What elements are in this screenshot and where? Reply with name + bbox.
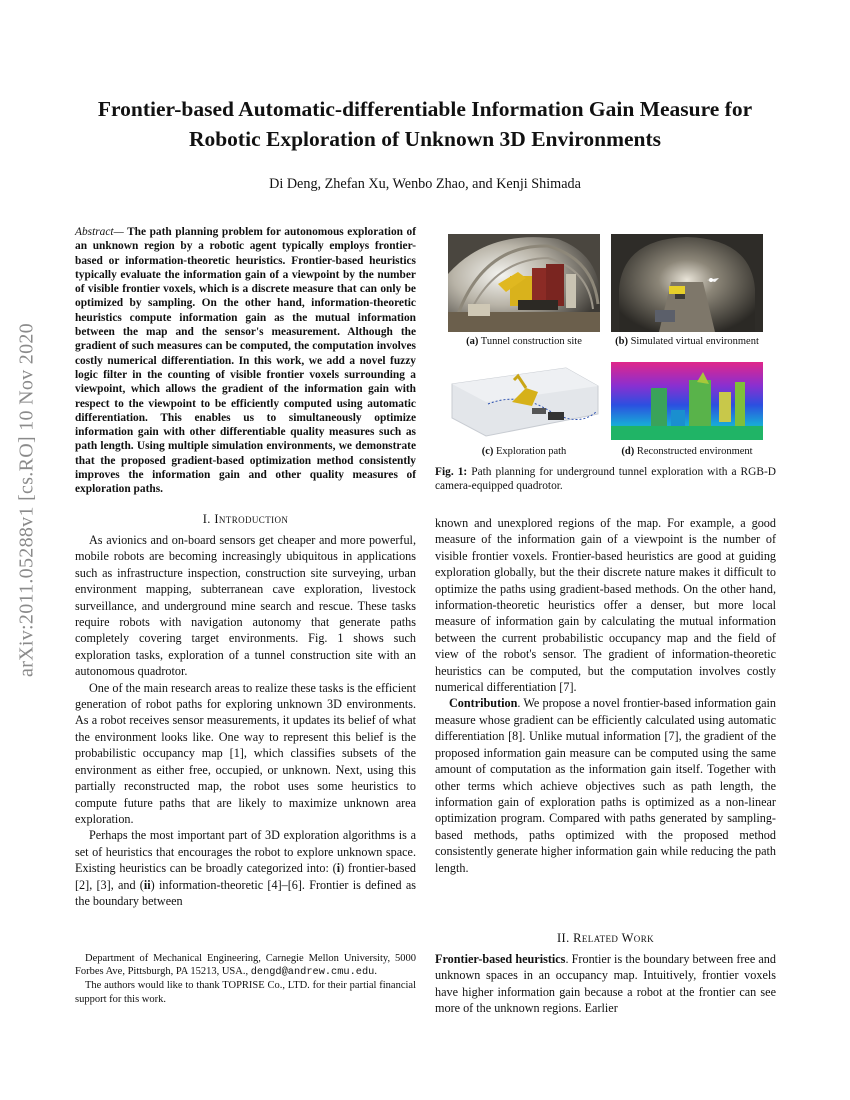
figure-simulated-tunnel xyxy=(611,234,763,332)
related-work-paragraph-1 xyxy=(435,951,776,1017)
section-1-title: Introduction xyxy=(214,512,289,526)
intro-p3-part-a: Perhaps the most important part of 3D exploration algorithms is a set of heuristics that encourages the robot to explore unknown space. Existing heuristics can be broadly categorized into: ( xyxy=(75,828,416,876)
figure-1-caption xyxy=(435,465,776,494)
arxiv-sidebar-stamp xyxy=(2,290,52,710)
intro-paragraph-3 xyxy=(75,827,416,909)
figure-1-label: Fig. 1: xyxy=(435,466,468,478)
footnote-area xyxy=(75,952,416,1006)
intro-p3-part-c: ) information-theoretic [4]–[6]. Frontier is defined as the boundary between xyxy=(75,877,416,908)
figure-reconstructed-environment xyxy=(611,362,763,440)
title-line-1: Frontier-based Automatic-differentiable Information Gain Measure for xyxy=(97,97,753,121)
figure-exploration-path xyxy=(448,362,600,440)
section-1-number: I. xyxy=(202,512,215,526)
subfigure-a-caption xyxy=(448,336,600,347)
contribution-paragraph xyxy=(435,695,776,875)
contribution-label: Contribution xyxy=(449,696,518,711)
right-paragraph-1: known and unexplored regions of the map. For example, a good measure of the information gain of a viewpoint is the number of visible frontier voxels. Frontier-based heuristics are good at guiding exploration globally, but the their discrete nature makes it difficult to optimize the paths using gradient-based methods. On the other hand, information-theoretic heuristics offer a denser, but more local measure of information gain by calculating the mutual information between the current probabilistic occupancy map and the field of view of the robot's sensor. The gradient of information-theoretic heuristics can be computed, but the computation involves costly numerical differentiation [7]. xyxy=(435,516,776,695)
subfigure-b-caption xyxy=(606,336,768,347)
exploration-path-graphic xyxy=(448,362,600,440)
tunnel-photo-graphic xyxy=(448,234,600,332)
title-line-2: Robotic Exploration of Unknown 3D Environments xyxy=(188,127,662,151)
figure-tunnel-construction-photo xyxy=(448,234,600,332)
subfigure-b-text: Simulated virtual environment xyxy=(627,336,759,347)
subfigure-d-text: Reconstructed environment xyxy=(634,446,753,457)
section-2-number: II. xyxy=(556,931,574,945)
subfigure-c-label: (c) xyxy=(481,446,494,457)
affiliation-text: Department of Mechanical Engineering, Carnegie Mellon University, 5000 Forbes Ave, Pittsburgh, PA 15213, USA., xyxy=(75,953,416,978)
intro-p3-part-b: ) frontier-based [2], [3], and ( xyxy=(75,861,416,892)
introduction-body xyxy=(75,532,416,909)
related-work-text: . Frontier is the boundary between free and unknown spaces in an occupancy map. Intuitively, frontier voxels have higher information gain because a robot at the frontier can see more of the unknown regions. Earlier xyxy=(435,952,776,1016)
subfigure-a-text: Tunnel construction site xyxy=(478,336,582,347)
section-heading-related-work xyxy=(435,930,776,946)
reconstructed-map-graphic xyxy=(611,362,763,440)
abstract xyxy=(75,225,416,497)
intro-paragraph-2: One of the main research areas to realize these tasks is the efficient generation of robot paths for exploring unknown 3D environments. As a robot receives sensor measurements, it updates its belief of what the environment looks like. One way to represent this belief is the probabilistic occupancy map [1], which classifies subsets of the environment as either free, occupied, or unknown. Next, using this partially reconstructed map, the robot uses some heuristics to compute future paths that are likely to maximize unknown area exploration. xyxy=(75,680,416,826)
contribution-text: . We propose a novel frontier-based information gain measure whose gradient can be efficiently calculated using automatic differentiation [8]. Unlike mutual information [7], the gradient of the proposed information gain measure can be computed using the same amount of computation as the information gain itself. Together with other terms which achieve objectives such as path length, the information gain of exploration paths is optimized as a non-linear optimization program. Compared with paths generated by sampling-based methods, paths optimized with the proposed method consistently generate higher information gain while reducing the path length. xyxy=(435,696,776,875)
footnote-acknowledgement: The authors would like to thank TOPRISE Co., LTD. for their partial financial support for this work. xyxy=(75,980,416,1005)
subfigure-b-label: (b) xyxy=(615,336,628,347)
right-column-body xyxy=(435,515,776,876)
subfigure-c-caption xyxy=(448,446,600,457)
affiliation-end: . xyxy=(374,966,377,978)
related-work-body xyxy=(435,951,776,1017)
frontier-heuristics-label: Frontier-based heuristics xyxy=(435,952,566,966)
figure-1-caption-text: Path planning for underground tunnel exploration with a RGB-D camera-equipped quadrotor. xyxy=(435,466,776,493)
subfigure-c-text: Exploration path xyxy=(493,446,567,457)
intro-p3-roman-ii: ii xyxy=(143,877,151,892)
intro-p3-roman-i: i xyxy=(336,861,341,876)
author-list: Di Deng, Zhefan Xu, Wenbo Zhao, and Kenji Shimada xyxy=(269,176,581,192)
subfigure-d-label: (d) xyxy=(621,446,635,457)
abstract-label: Abstract— xyxy=(75,226,124,238)
section-2-title: Related Work xyxy=(573,931,655,945)
author-email[interactable]: dengd@andrew.cmu.edu xyxy=(250,966,375,979)
simulated-tunnel-graphic xyxy=(611,234,763,332)
section-heading-introduction xyxy=(75,511,416,527)
abstract-text: The path planning problem for autonomous exploration of an unknown region by a robotic agent typically employs frontier-based or information-theoretic heuristics. Frontier-based heuristics typically evaluate the information gain of a viewpoint by the number of visible frontier voxels, which is a discrete measure that can only be optimized by sampling. On the other hand, information-theoretic heuristics compute information gain as the mutual information between the map and the sensor's measurement. Although the gradient of such measures can be computed, the computation involves costly numerical differentiation. In this work, we add a novel fuzzy logic filter in the counting of visible frontier voxels surrounding a viewpoint, which allows the gradient of the information gain with respect to the viewpoint to be efficiently computed using automatic differentiation. This enables us to simultaneously optimize information gain with other differentiable quality measures such as path length. Using multiple simulation environments, we demonstrate that the proposed gradient-based optimization method consistently improves the information gain and other quality measures of exploration paths. xyxy=(75,226,416,496)
footnote-affiliation xyxy=(75,952,416,979)
paper-title xyxy=(60,94,790,154)
subfigure-d-caption xyxy=(611,446,763,457)
intro-paragraph-1: As avionics and on-board sensors get cheaper and more powerful, mobile robots are becoming increasingly ubiquitous in applications such as infrastructure inspection, construction site surveying, urban environment mapping, subterranean cave exploration, livestock surveillance, and underground mine search and rescue. These tasks require robots with navigation autonomy that generate paths completely covering target environments. Fig. 1 shows such exploration tasks, exploration of a tunnel construction site with an autonomous quadrotor. xyxy=(75,533,416,679)
arxiv-identifier: arXiv:2011.05288v1 [cs.RO] 10 Nov 2020 xyxy=(15,323,38,677)
subfigure-a-label: (a) xyxy=(466,336,479,347)
